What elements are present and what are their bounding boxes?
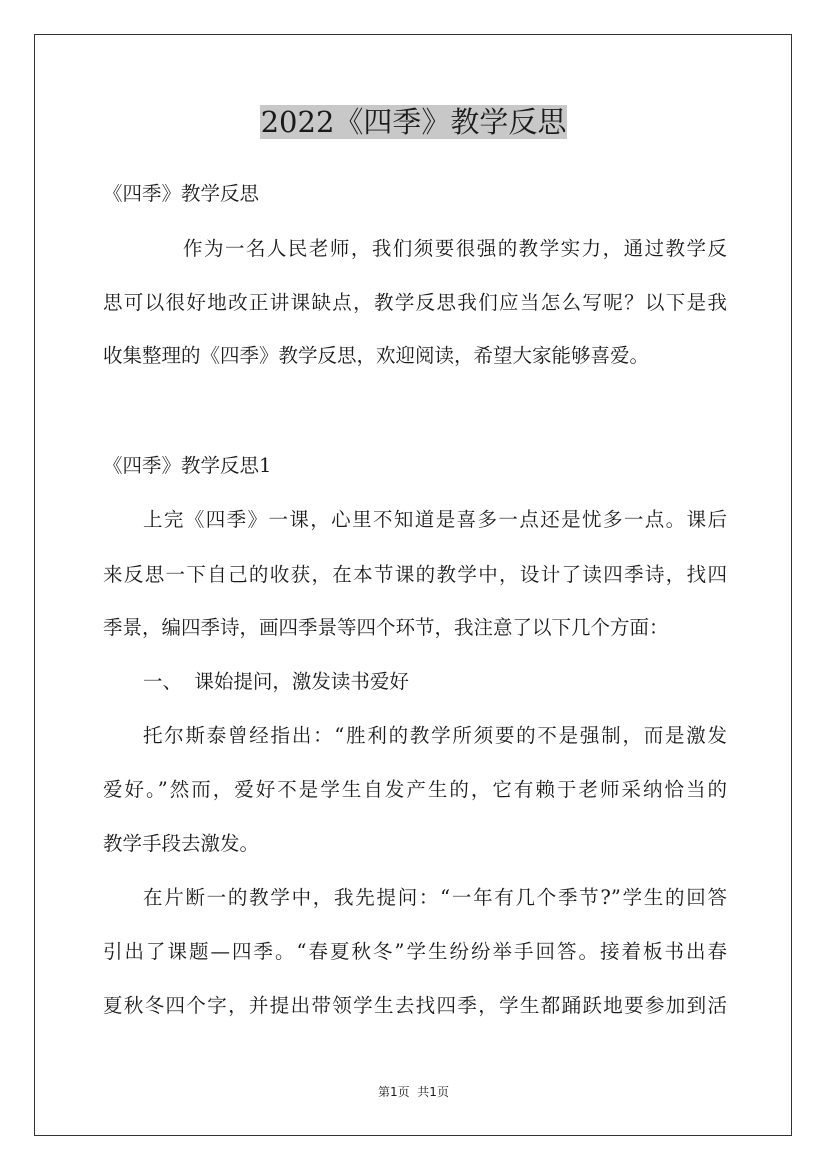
para2-line-3: 教学手段去激发。 (103, 832, 260, 855)
intro-line-2: 思可以很好地改正讲课缺点，教学反思我们应当怎么写呢？以下是我 (103, 291, 727, 314)
page-footer: 第1页 共1页 (378, 1085, 449, 1099)
title-text: 2022《四季》教学反思 (260, 105, 567, 139)
point-heading: 一、 课始提问，激发读书爱好 (143, 670, 409, 693)
intro-line-1: 作为一名人民老师，我们须要很强的教学实力，通过教学反 (183, 237, 727, 260)
para3-line-1: 在片断一的教学中，我先提问：“一年有几个季节?”学生的回答 (143, 886, 727, 909)
para3-line-2: 引出了课题—四季。“春夏秋冬”学生纷纷举手回答。接着板书出春 (103, 940, 727, 963)
intro-line-3: 收集整理的《四季》教学反思，欢迎阅读，希望大家能够喜爱。 (103, 344, 650, 367)
para2-line-1: 托尔斯泰曾经指出：“胜利的教学所须要的不是强制，而是激发 (143, 724, 727, 747)
para1-line-3: 季景，编四季诗，画四季景等四个环节，我注意了以下几个方面： (103, 616, 669, 639)
subtitle: 《四季》教学反思 (103, 182, 260, 205)
section-heading: 《四季》教学反思1 (103, 454, 272, 477)
para1-line-1: 上完《四季》一课，心里不知道是喜多一点还是忧多一点。课后 (143, 508, 727, 531)
document-title (0, 101, 827, 143)
para3-line-3: 夏秋冬四个字，并提出带领学生去找四季，学生都踊跃地要参加到活 (103, 994, 727, 1017)
para1-line-2: 来反思一下自己的收获，在本节课的教学中，设计了读四季诗，找四 (103, 563, 727, 586)
para2-line-2: 爱好。”然而，爱好不是学生自发产生的，它有赖于老师采纳恰当的 (103, 778, 727, 801)
